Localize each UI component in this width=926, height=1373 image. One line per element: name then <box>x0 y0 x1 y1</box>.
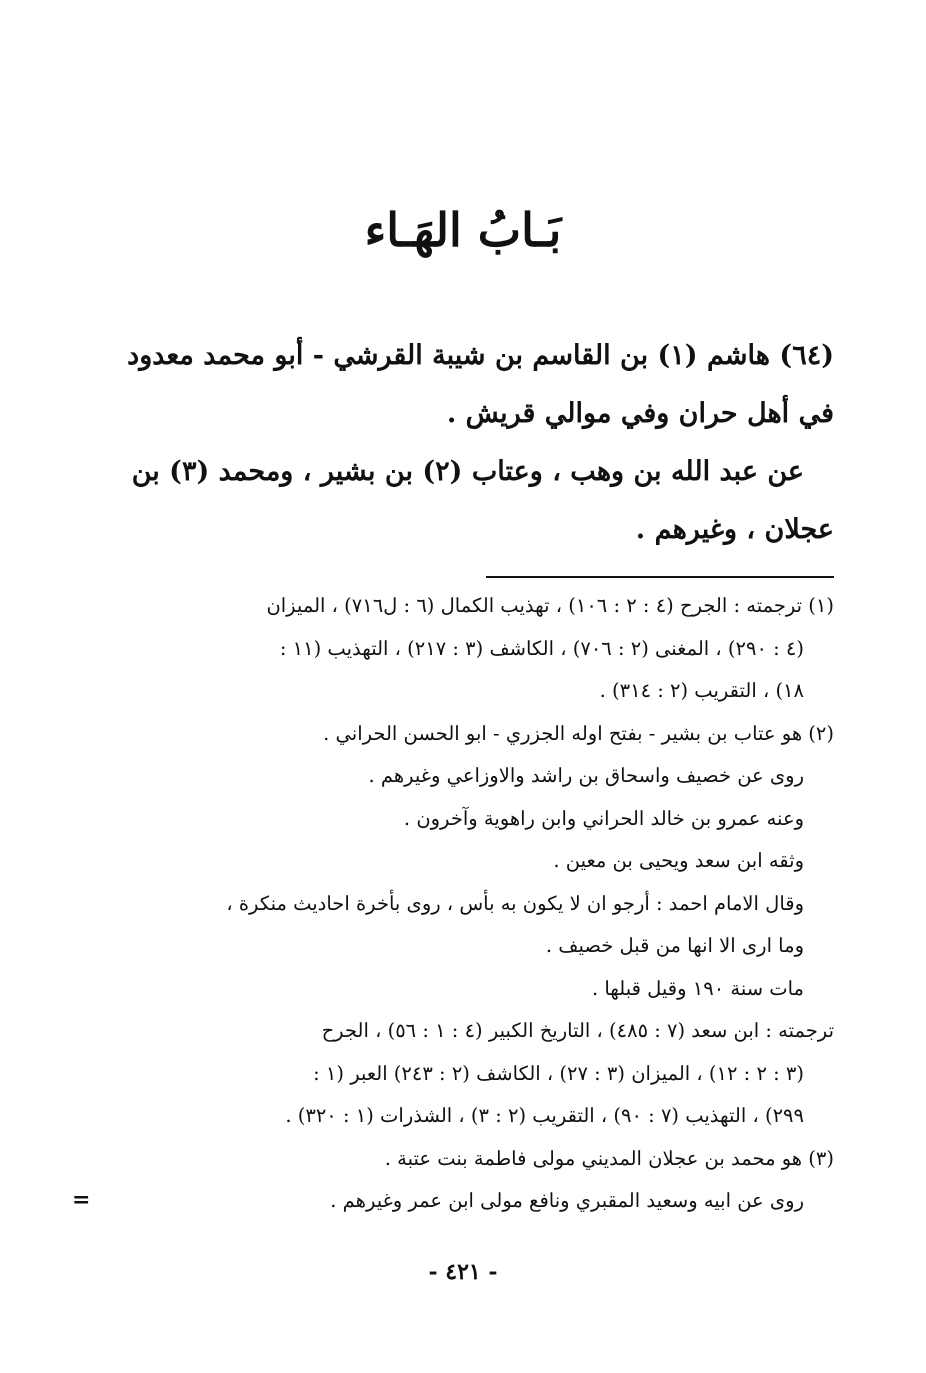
footnote-line: وعنه عمرو بن خالد الحراني وابن راهوية وآخرون . <box>403 806 804 830</box>
entry-line: عن عبد الله بن وهب ، وعتاب (٢) بن بشير ، ومحمد (٣) بن <box>131 456 804 487</box>
footnote-line: وما ارى الا انها من قبل خصيف . <box>545 934 804 957</box>
continuation-mark: = <box>72 1187 91 1213</box>
entry-line: (٦٤) هاشم (١) بن القاسم بن شيبة القرشي - أبو محمد معدود <box>127 340 834 371</box>
footnote-line: ٢٩٩) ، التهذيب (٧ : ٩٠) ، التقريب (٢ : ٣) ، الشذرات (١ : ٣٢٠) . <box>285 1104 804 1127</box>
entry-line: عجلان ، وغيرهم . <box>635 514 834 545</box>
footnote-line: (٢) هو عتاب بن بشير - بفتح اوله الجزري - ابو الحسن الحراني . <box>323 721 834 745</box>
footnote-line: وقال الامام احمد : أرجو ان لا يكون به بأس ، روى بأخرة احاديث منكرة ، <box>226 891 804 915</box>
footnote-line: روى عن خصيف واسحاق بن راشد والاوزاعي وغيرهم . <box>368 764 804 787</box>
footnote-line: مات سنة ١٩٠ وقيل قبلها . <box>591 976 804 1000</box>
footnote-line: روى عن ابيه وسعيد المقبري ونافع مولى ابن عمر وغيرهم . <box>330 1189 804 1212</box>
footnote-line: وثقه ابن سعد ويحيى بن معين . <box>553 849 804 872</box>
entry-line: في أهل حران وفي موالي قريش . <box>446 398 834 429</box>
footnote-line: ترجمته : ابن سعد (٧ : ٤٨٥) ، التاريخ الكبير (٤ : ١ : ٥٦) ، الجرح <box>321 1019 834 1042</box>
footnote-line: (٣ : ٢ : ١٢) ، الميزان (٣ : ٢٧) ، الكاشف (٢ : ٢٤٣) العبر (١ : <box>313 1061 804 1085</box>
footnote-line: (١) ترجمته : الجرح (٤ : ٢ : ١٠٦) ، تهذيب الكمال (٦ : ل٧١٦) ، الميزان <box>266 594 834 617</box>
chapter-title: بَـابُ الهَـاء <box>364 203 562 257</box>
footnote-line: (٤ : ٢٩٠) ، المغنى (٢ : ٧٠٦) ، الكاشف (٣ : ٢١٧) ، التهذيب (١١ : <box>279 636 804 660</box>
footnotes <box>124 585 834 1223</box>
footnote-line: ١٨) ، التقريب (٢ : ٣١٤) . <box>599 679 804 702</box>
biography-entry <box>124 327 834 559</box>
footnote-separator <box>486 576 834 578</box>
page-number: - ٤٢١ - <box>428 1259 498 1285</box>
footnote-line: (٣) هو محمد بن عجلان المديني مولى فاطمة بنت عتبة . <box>384 1146 834 1170</box>
